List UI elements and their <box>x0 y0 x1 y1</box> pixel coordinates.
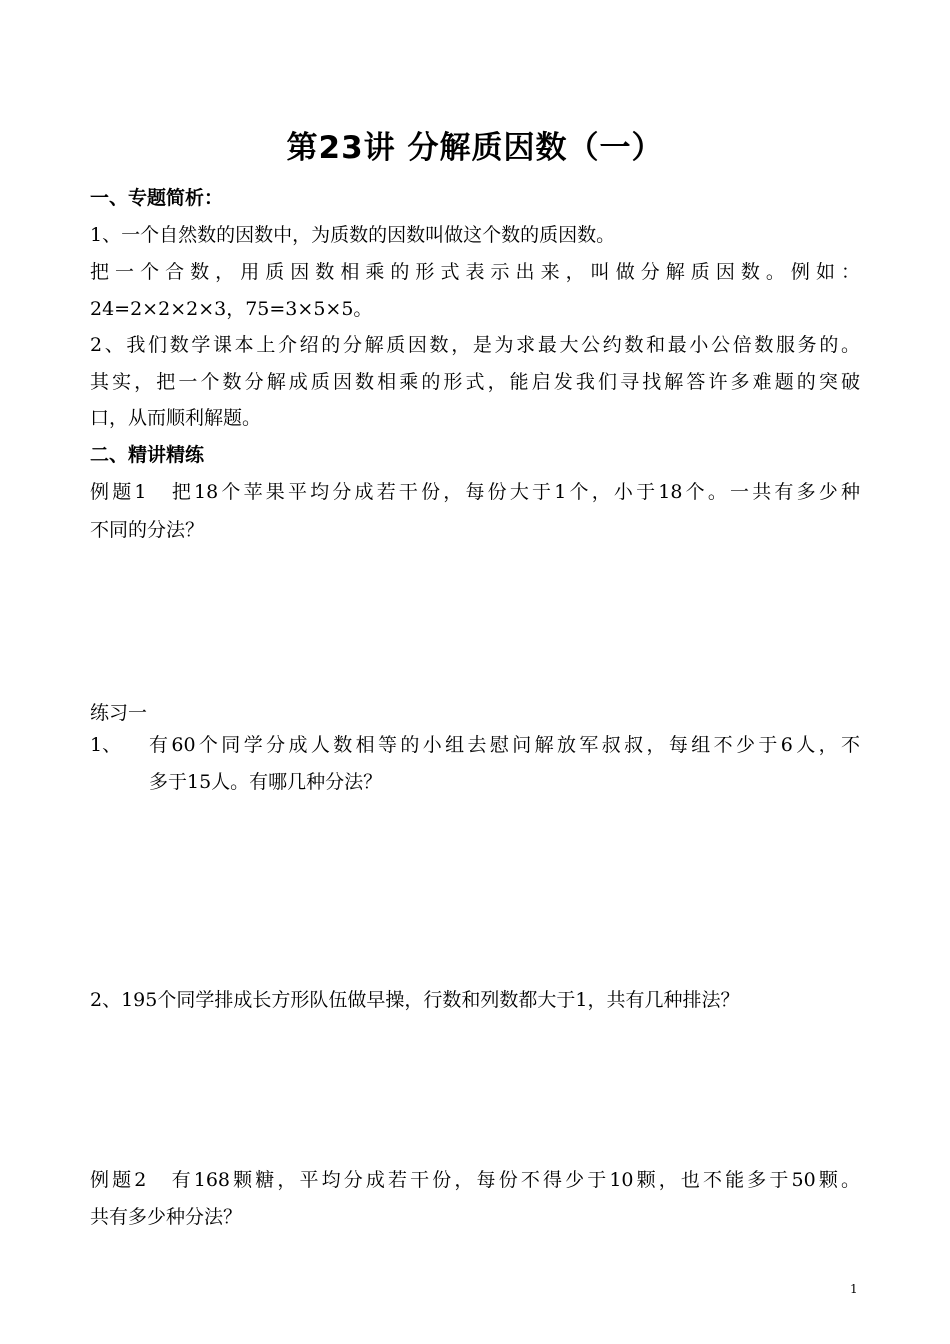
practice-label: 练习一 <box>90 702 148 724</box>
paragraph-line: 1、一个自然数的因数中，为质数的因数叫做这个数的质因数。 <box>90 224 616 246</box>
paragraph-line: 24=2×2×2×3，75=3×5×5。 <box>90 298 373 320</box>
page-title: 第23讲 分解质因数（一） <box>286 130 664 166</box>
paragraph-line: 其实，把一个数分解成质因数相乘的形式，能启发我们寻找解答许多难题的突破 <box>90 371 860 393</box>
example-1-line: 例题1 把18个苹果平均分成若干份，每份大于1个，小于18个。一共有多少种 <box>90 481 860 503</box>
paragraph-line: 把一个合数，用质因数相乘的形式表示出来，叫做分解质因数。例如： <box>90 261 860 283</box>
example-1-line: 不同的分法？ <box>90 519 205 541</box>
question-2: 2、195个同学排成长方形队伍做早操，行数和列数都大于1，共有几种排法？ <box>90 989 740 1011</box>
example-2-line: 例题2 有168颗糖，平均分成若干份，每份不得少于10颗，也不能多于50颗。 <box>90 1169 860 1191</box>
question-number: 1、 <box>90 734 122 756</box>
example-2-line: 共有多少种分法？ <box>90 1206 243 1228</box>
question-1-line: 多于15人。有哪几种分法？ <box>149 771 383 793</box>
page-number: 1 <box>850 1282 858 1296</box>
paragraph-line: 2、我们数学课本上介绍的分解质因数，是为求最大公约数和最小公倍数服务的。 <box>90 334 860 356</box>
question-1-line: 有60个同学分成人数相等的小组去慰问解放军叔叔，每组不少于6人，不 <box>149 734 860 756</box>
section-heading: 一、专题简析： <box>90 187 224 209</box>
section-heading: 二、精讲精练 <box>90 444 205 466</box>
paragraph-line: 口，从而顺利解题。 <box>90 407 262 429</box>
